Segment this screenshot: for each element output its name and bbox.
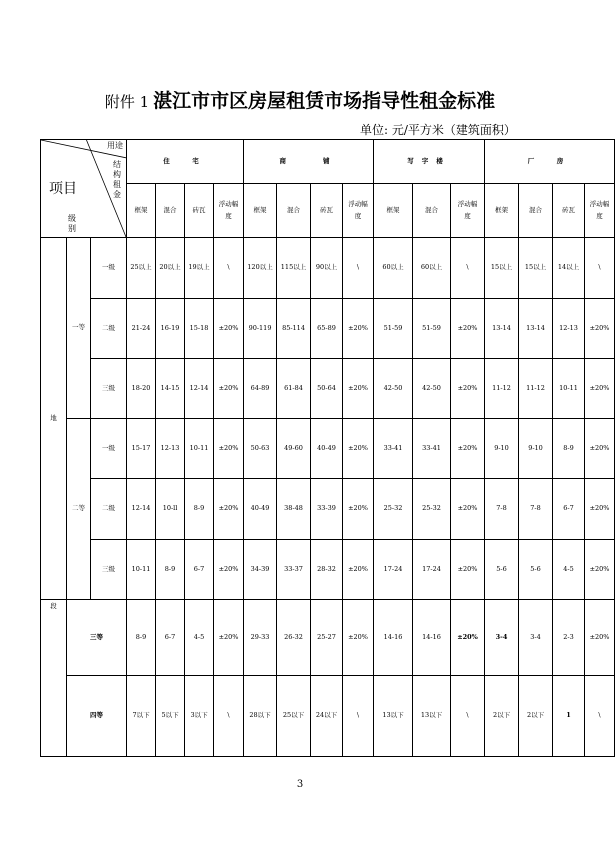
cell: 8-9: [553, 419, 585, 479]
header-project-label: 项目: [49, 181, 77, 197]
cell: 17-24: [413, 540, 451, 600]
cell: 9-10: [519, 419, 553, 479]
cell: 14-16: [413, 600, 451, 676]
cell: \: [214, 676, 244, 757]
cell: 26-32: [277, 600, 311, 676]
cell: 51-59: [413, 299, 451, 359]
title-prefix: 附件 1: [104, 93, 150, 111]
cell: 120以上: [244, 238, 277, 299]
land-label-lower: 段: [50, 602, 57, 610]
table-row: [41, 238, 615, 299]
category-shop: 商 铺: [244, 140, 374, 184]
table-row: [41, 540, 615, 600]
cell: ±20%: [214, 359, 244, 419]
cell: 18-20: [127, 359, 156, 419]
cell: ±20%: [585, 600, 615, 676]
table-row: [41, 676, 615, 757]
page-title: [0, 86, 600, 113]
cell: 15以上: [485, 238, 519, 299]
cell: 15-17: [127, 419, 156, 479]
grade-second: 二等: [67, 419, 91, 600]
cell: ±20%: [451, 479, 485, 540]
cell: 33-41: [413, 419, 451, 479]
cell: 33-37: [277, 540, 311, 600]
cell: ±20%: [343, 540, 374, 600]
cell: 4-5: [185, 600, 214, 676]
unit-note: 单位: 元/平方米（建筑面积）: [360, 123, 516, 137]
cell: 65-89: [311, 299, 343, 359]
cell: 24以下: [311, 676, 343, 757]
cell: 33-41: [374, 419, 413, 479]
sub-header: 浮动幅度: [451, 184, 485, 238]
header-grade-label: 级别: [68, 214, 76, 233]
cell: 5-6: [519, 540, 553, 600]
sub-header: 框架: [127, 184, 156, 238]
cell: ±20%: [214, 419, 244, 479]
sub-header: 浮动幅度: [214, 184, 244, 238]
cell: 14以上: [553, 238, 585, 299]
cell: 6-7: [185, 540, 214, 600]
sub-header: 框架: [374, 184, 413, 238]
cell: 10-11: [185, 419, 214, 479]
table-row: [41, 299, 615, 359]
level-2: 二级: [91, 479, 127, 540]
cell: 9-10: [485, 419, 519, 479]
category-office: 写字楼: [374, 140, 485, 184]
land-label-cell-lower: [41, 600, 67, 757]
sub-header: 混合: [413, 184, 451, 238]
sub-header: 砖瓦: [185, 184, 214, 238]
cell: 42-50: [374, 359, 413, 419]
cell: 8-9: [156, 540, 185, 600]
grade-third: 三等: [67, 600, 127, 676]
cell: 3-4: [519, 600, 553, 676]
header-row-categories: [41, 140, 615, 184]
cell: ±20%: [343, 600, 374, 676]
cell: 15以上: [519, 238, 553, 299]
cell: \: [343, 676, 374, 757]
page-number: 3: [296, 779, 304, 790]
cell: 2以下: [485, 676, 519, 757]
table-row: [41, 359, 615, 419]
level-3: 三级: [91, 540, 127, 600]
cell: \: [585, 238, 615, 299]
cell: 60以上: [374, 238, 413, 299]
cell: 13-14: [485, 299, 519, 359]
header-structure-label: 结构租金: [113, 160, 122, 199]
cell: 2-3: [553, 600, 585, 676]
cell: 8-9: [127, 600, 156, 676]
cell: ±20%: [451, 299, 485, 359]
cell: 20以上: [156, 238, 185, 299]
cell: 40-49: [244, 479, 277, 540]
category-residential: 住 宅: [127, 140, 244, 184]
cell: ±20%: [214, 299, 244, 359]
level-2: 二级: [91, 299, 127, 359]
cell: 25-27: [311, 600, 343, 676]
cell: \: [343, 238, 374, 299]
cell: ±20%: [585, 479, 615, 540]
cell: ±20%: [585, 359, 615, 419]
level-3: 三级: [91, 359, 127, 419]
cell: ±20%: [451, 600, 485, 676]
cell: ±20%: [343, 359, 374, 419]
cell: 12-13: [156, 419, 185, 479]
cell: 25以下: [277, 676, 311, 757]
header-use-label: 用途: [107, 141, 124, 150]
cell: \: [451, 676, 485, 757]
cell: 12-13: [553, 299, 585, 359]
cell: 60以上: [413, 238, 451, 299]
rent-table: [40, 139, 615, 757]
header-corner-cell: [41, 140, 127, 238]
cell: 61-84: [277, 359, 311, 419]
cell: ±20%: [585, 299, 615, 359]
cell: ±20%: [214, 600, 244, 676]
sub-header: 混合: [277, 184, 311, 238]
cell: 90-119: [244, 299, 277, 359]
cell: \: [585, 676, 615, 757]
cell: ±20%: [343, 299, 374, 359]
cell: 40-49: [311, 419, 343, 479]
cell: 13以下: [413, 676, 451, 757]
cell: 38-48: [277, 479, 311, 540]
cell: 33-39: [311, 479, 343, 540]
level-1: 一级: [91, 419, 127, 479]
cell: 29-33: [244, 600, 277, 676]
title-text: 湛江市市区房屋租赁市场指导性租金标准: [153, 90, 496, 112]
cell: 7-8: [485, 479, 519, 540]
cell: 115以上: [277, 238, 311, 299]
cell: 64-89: [244, 359, 277, 419]
cell: 14-16: [374, 600, 413, 676]
cell: \: [451, 238, 485, 299]
cell: ±20%: [451, 540, 485, 600]
sub-header: 框架: [485, 184, 519, 238]
sub-header: 浮动幅度: [585, 184, 615, 238]
category-factory: 厂 房: [485, 140, 615, 184]
table-row: [41, 600, 615, 676]
table-row: [41, 419, 615, 479]
cell: 4-5: [553, 540, 585, 600]
cell: 12-14: [185, 359, 214, 419]
cell: 5-6: [485, 540, 519, 600]
sub-header: 混合: [156, 184, 185, 238]
cell: 90以上: [311, 238, 343, 299]
cell: ±20%: [585, 419, 615, 479]
cell: 28-32: [311, 540, 343, 600]
land-label-cell: [41, 238, 67, 600]
cell: 16-19: [156, 299, 185, 359]
table-row: [41, 479, 615, 540]
cell: 49-60: [277, 419, 311, 479]
header-row-sub: [41, 184, 615, 238]
cell: 21-24: [127, 299, 156, 359]
cell: 3-4: [485, 600, 519, 676]
cell: 13-14: [519, 299, 553, 359]
cell: 7-8: [519, 479, 553, 540]
land-label: 地: [50, 413, 57, 422]
sub-header: 砖瓦: [553, 184, 585, 238]
cell: 42-50: [413, 359, 451, 419]
cell: 6-7: [553, 479, 585, 540]
cell: 25-32: [413, 479, 451, 540]
cell: \: [214, 238, 244, 299]
cell: 15-18: [185, 299, 214, 359]
cell: 25-32: [374, 479, 413, 540]
sub-header: 砖瓦: [311, 184, 343, 238]
cell: 25以上: [127, 238, 156, 299]
cell: 50-64: [311, 359, 343, 419]
cell: 10-11: [553, 359, 585, 419]
cell: 12-14: [127, 479, 156, 540]
cell: 7以下: [127, 676, 156, 757]
cell: ±20%: [343, 419, 374, 479]
cell: 19以上: [185, 238, 214, 299]
cell: 10-11: [127, 540, 156, 600]
cell: 85-114: [277, 299, 311, 359]
sub-header: 框架: [244, 184, 277, 238]
cell: 51-59: [374, 299, 413, 359]
cell: ±20%: [214, 479, 244, 540]
cell: ±20%: [451, 419, 485, 479]
cell: 11-12: [519, 359, 553, 419]
cell: 11-12: [485, 359, 519, 419]
cell: 5以下: [156, 676, 185, 757]
cell: 2以下: [519, 676, 553, 757]
sub-header: 浮动幅度: [343, 184, 374, 238]
cell: 17-24: [374, 540, 413, 600]
cell: 14-15: [156, 359, 185, 419]
cell: 8-9: [185, 479, 214, 540]
cell: 1: [553, 676, 585, 757]
cell: 10-ll: [156, 479, 185, 540]
cell: ±20%: [343, 479, 374, 540]
cell: ±20%: [214, 540, 244, 600]
grade-first: 一等: [67, 238, 91, 419]
cell: 6-7: [156, 600, 185, 676]
cell: 3以下: [185, 676, 214, 757]
cell: ±20%: [451, 359, 485, 419]
cell: 34-39: [244, 540, 277, 600]
level-1: 一级: [91, 238, 127, 299]
sub-header: 混合: [519, 184, 553, 238]
cell: ±20%: [585, 540, 615, 600]
cell: 28以下: [244, 676, 277, 757]
cell: 50-63: [244, 419, 277, 479]
cell: 13以下: [374, 676, 413, 757]
grade-fourth: 四等: [67, 676, 127, 757]
